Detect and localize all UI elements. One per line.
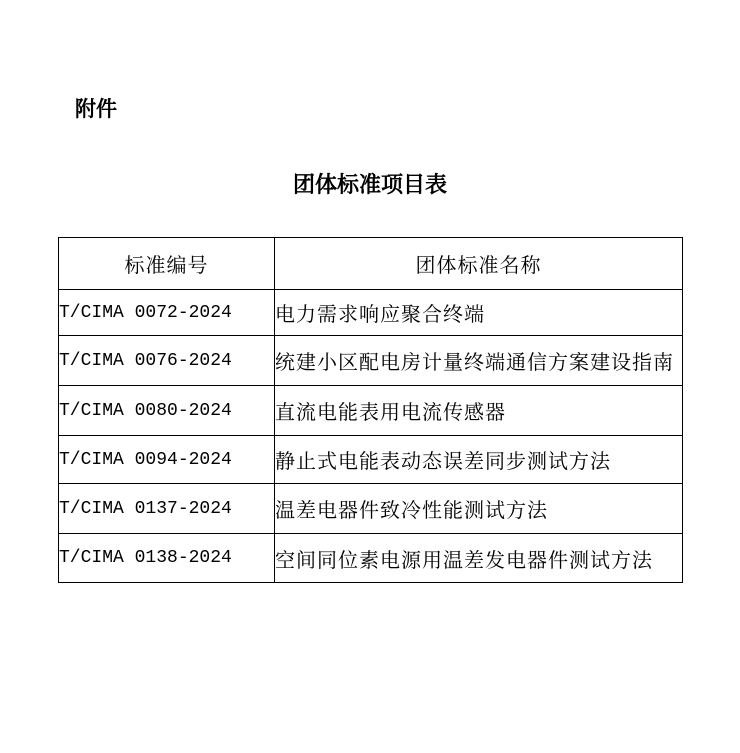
column-header-standard-name: 团体标准名称 xyxy=(275,238,683,290)
column-header-standard-number: 标准编号 xyxy=(59,238,275,290)
standard-number-cell: T/CIMA 0138-2024 xyxy=(59,534,275,583)
standard-number-cell: T/CIMA 0076-2024 xyxy=(59,336,275,386)
standards-table xyxy=(58,237,683,583)
attachment-label: 附件 xyxy=(75,98,117,121)
standard-name-cell: 电力需求响应聚合终端 xyxy=(275,290,683,336)
standard-number-cell: T/CIMA 0137-2024 xyxy=(59,484,275,534)
table-row xyxy=(59,386,683,436)
table-header-row xyxy=(59,238,683,290)
standard-number-cell: T/CIMA 0072-2024 xyxy=(59,290,275,336)
standard-number-cell: T/CIMA 0080-2024 xyxy=(59,386,275,436)
table-row xyxy=(59,534,683,583)
table-row xyxy=(59,484,683,534)
page-title: 团体标准项目表 xyxy=(292,172,447,197)
standard-name-cell: 温差电器件致冷性能测试方法 xyxy=(275,484,683,534)
standard-name-cell: 空间同位素电源用温差发电器件测试方法 xyxy=(275,534,683,583)
standard-name-cell: 统建小区配电房计量终端通信方案建设指南 xyxy=(275,336,683,386)
standard-name-cell: 直流电能表用电流传感器 xyxy=(275,386,683,436)
standard-number-cell: T/CIMA 0094-2024 xyxy=(59,436,275,484)
table-row xyxy=(59,336,683,386)
table-row xyxy=(59,436,683,484)
table-row xyxy=(59,290,683,336)
standard-name-cell: 静止式电能表动态误差同步测试方法 xyxy=(275,436,683,484)
